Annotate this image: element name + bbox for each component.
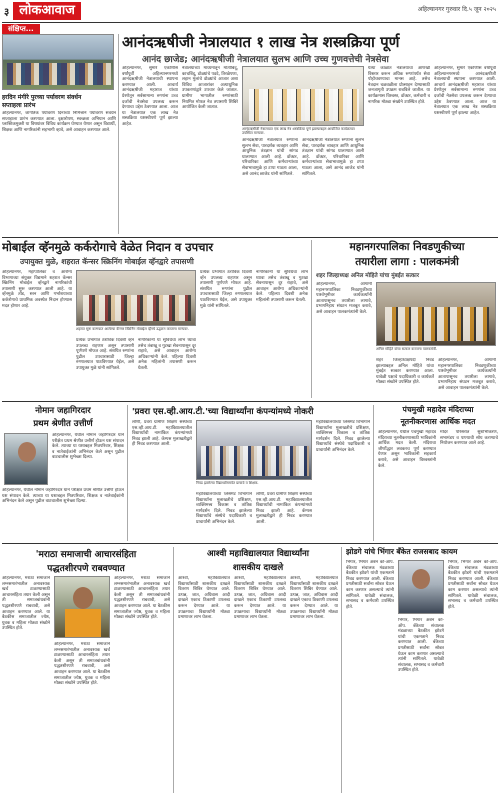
story-2-body-1: अहिल्यानगर, महापालिका व आरोग्य विभागाच्या संयुक्त विद्यमाने शहरात कॅन्सर स्क्रिनिंग मोबाईल व्हॅनद्वारे नागरिकांची तपासणी सुरू करण्यात आली आहे. या व्हॅनमुळे तोंड, स्तन आणि गर्भाशयाच्या कर्करोगाचे प्राथमिक अवस्थेत निदान होण्यास मदत होणार आहे. — [2, 270, 72, 309]
story-6-headline-1: पंचमुखी महादेव मंदिराच्या — [402, 405, 474, 414]
story-9-headline: झोडगे यांचे भिंगार बँकेत राजसबाद कायम — [346, 547, 458, 556]
masthead-rule — [2, 22, 498, 23]
story-3-body-1: अहिल्यानगर, आगामी महानगरपालिका निवडणुकीच्या पार्श्वभूमीवर कार्यकर्त्यांनी आतापासूनच तयारीला लागावे, प्रभागनिहाय संघटन मजबूत करावे, असे आवाहन पालकमंत्र्यांनी केले. — [316, 282, 372, 315]
story-2-body-3: नागरिकांनी या सुविधेचा लाभ घ्यावा तसेच तंबाखू व गुटखा सेवनापासून दूर राहावे, असे आवाहन आरोग्य अधिकाऱ्यांनी केले. पहिल्या दिवशी अनेक महिलांनी तपासणी करून घेतली. — [138, 338, 196, 371]
lead-body-col-1: अहिल्यानगर, सुमारे एकोणीस वर्षांपूर्वी अहिल्यानगरमध्ये आनंदऋषीजी नेत्रालयाची स्थापना करण्यात आली. आचार्य आनंदऋषीजी महाराज यांच्या प्रेरणेतून सर्वसामान्य रुग्णांना उच्च दर्जाची नेत्रसेवा उपलब्ध करून देण्याचा उद्देश ठेवण्यात आला. आज या नेत्रालयात एक लाख नेत्र शस्त्रक्रिया यशस्वीपणे पूर्ण झाल्या आहेत. — [122, 66, 178, 127]
story-7-photo — [54, 576, 110, 638]
column-divider — [341, 547, 342, 793]
story-8-body-1: आश्वी, महाविद्यालयात विद्यार्थ्यांसाठी शासकीय दाखले वितरण शिबिर घेण्यात आले. उत्पन्न, जात, अधिवास आदी दाखले एकाच ठिकाणी उपलब्ध करून देण्यात आले. या उपक्रमाचा विद्यार्थ्यांनी मोठ्या प्रमाणावर लाभ घेतला. — [178, 576, 230, 621]
story-3-photo — [376, 282, 496, 346]
lead-body-col-3b: आनंदऋषीजी नेत्रालयात रुग्णांना सुलभ सेवा, पारदर्शक व्यवहार आणि आधुनिक तंत्रज्ञान यांची सांगड घालण्यात आली आहे. डॉक्टर, परिचारिका आणि कर्मचाऱ्यांच्या सेवाभावामुळे हा टप्पा गाठता आला, असे आनंद छाजेड यांनी सांगितले. — [302, 138, 364, 177]
story-6-headline-2: नूतनीकरणास आर्थिक मदत — [400, 417, 476, 426]
story-8-body-2: आश्वी, महाविद्यालयात विद्यार्थ्यांसाठी शासकीय दाखले वितरण शिबिर घेण्यात आले. उत्पन्न, जात, अधिवास आदी दाखले एकाच ठिकाणी उपलब्ध करून देण्यात आले. या उपक्रमाचा विद्यार्थ्यांनी मोठ्या प्रमाणावर लाभ घेतला. — [234, 576, 286, 621]
story-3-subhead: शहर जिल्हाध्यक्ष अनिल मोहिते यांचा मुंबईत सत्कार — [316, 273, 420, 279]
column-divider — [311, 240, 312, 398]
page-number: ३ — [4, 7, 10, 18]
story-5-body-2: महाविद्यालयाच्या प्लेसमेंट विभागाने विद्यार्थ्यांना मुलाखतीचे प्रशिक्षण, व्यक्तिमत्त्व विकास व तांत्रिक मार्गदर्शन दिले. निवड झालेल्या विद्यार्थ्यांचे संस्थेचे पदाधिकारी व प्राचार्यांनी अभिनंदन केले. — [196, 492, 252, 525]
lead-body-col-4: येत्या काळात नेत्रालयाचा आणखी विस्तार करून अधिक रुग्णांपर्यंत सेवा पोहोचवण्याचा मानस आहे. तसेच नेत्रदान चळवळीला प्रोत्साहन देण्यासाठी जनजागृती उपक्रम राबविले जातील. या कार्यक्रमास विश्वस्त, डॉक्टर, कर्मचारी व नागरिक मोठ्या संख्येने उपस्थित होते. — [368, 66, 430, 105]
section-tag: संक्षिप्त... — [2, 24, 40, 35]
newspaper-logo[interactable]: लोकआवाज — [13, 2, 81, 20]
story-5-body-4: महाविद्यालयाच्या प्लेसमेंट विभागाने विद्यार्थ्यांना मुलाखतीचे प्रशिक्षण, व्यक्तिमत्त्व विकास व तांत्रिक मार्गदर्शन दिले. निवड झालेल्या विद्यार्थ्यांचे संस्थेचे पदाधिकारी व प्राचार्यांनी अभिनंदन केले. — [316, 420, 370, 453]
masthead — [0, 0, 500, 22]
story-5-headline: 'प्रवरा एस.व्ही.आय.टी.'च्या विद्यार्थ्यांना कंपन्यांमध्ये नोकरी — [132, 407, 314, 417]
story-3-body-3: अहिल्यानगर, आगामी महानगरपालिका निवडणुकीच्या पार्श्वभूमीवर कार्यकर्त्यांनी आतापासूनच तयारीला लागावे, प्रभागनिहाय संघटन मजबूत करावे, असे आवाहन पालकमंत्र्यांनी केले. — [438, 358, 496, 391]
story-9-photo — [398, 560, 444, 614]
left-story-body: अहिल्यानगर, जागतिक पर्यावरण दिनाच्या निमित्ताने पर्यावरण संवर्धन सप्ताहाला प्रारंभ करण्यात आला. वृक्षारोपण, स्वच्छता अभियान आणि प्लास्टिकमुक्ती या विषयांवर विविध कार्यक्रम घेण्यात येणार असून विद्यार्थी, शिक्षक आणि नागरिकांनी सहभागी व्हावे, असे आवाहन करण्यात आले. — [2, 111, 116, 133]
date-line: अहिल्यानगर गुरुवार दि.५ जून २०२५ — [417, 6, 496, 13]
story-4-body-2: अहिल्यानगर, येथील नोमान जहागिरदार याने परीक्षेत प्रथम श्रेणीत उत्तीर्ण होऊन यश संपादन केले. त्याच्या या यशाबद्दल मित्रपरिवार, शिक्षक व नातेवाईकांनी अभिनंदन केले असून पुढील वाटचालीस शुभेच्छा दिल्या. — [2, 488, 124, 505]
story-3-headline-2: तयारीला लागा : पालकमंत्री — [355, 256, 459, 268]
story-9-body-2: भिंगार, भिंगार अर्बन को-ऑप. बँकेच्या संचालक मंडळाच्या बैठकीत झोडगे यांची एकमताने निवड करण्यात आली. बँकेच्या प्रगतीसाठी सर्वांना सोबत घेऊन काम करणार असल्याचे त्यांनी सांगितले. यावेळी संचालक, सभासद व कर्मचारी उपस्थित होते. — [448, 560, 498, 610]
story-5-photo — [196, 420, 312, 480]
story-6-body-2: मंदिर परिसरात सुशोभीकरण, सभामंडप व पाण्याची सोय करण्याचे नियोजन करण्यात आले आहे. — [440, 430, 498, 447]
story-7-body-1: अहिल्यानगर, मराठा समाजाने लग्नसमारंभातील अनावश्यक खर्च टाळण्यासाठी आचारसंहिता तयार केली असून ती समाजबांधवांनी पद्धतशीरपणे राबवावी, असे आवाहन करण्यात आले. या बैठकीस समाजातील ज्येष्ठ, युवक व महिला मोठ्या संख्येने उपस्थित होते. — [2, 576, 50, 632]
story-2-photo — [76, 270, 196, 326]
lead-headline: आनंदऋषीजी नेत्रालयात १ लाख नेत्र शस्त्रक्रिया पूर्ण — [122, 33, 400, 51]
story-4-headline-1: नोमान जहागिरदार — [35, 406, 91, 416]
story-7-headline-2: पद्धतशीरपणे राबवण्यात — [47, 564, 125, 574]
story-2-body-2: प्रत्येक प्रभागात ठराविक दिवशी व्हॅन उपलब्ध राहणार असून तपासणी पूर्णपणे मोफत आहे. संशयित रुग्णांना पुढील उपचारासाठी जिल्हा रुग्णालयात पाठविण्यात येईल, असे उपायुक्त मुळे यांनी सांगितले. — [76, 338, 134, 371]
story-5-body-3: लोणी, प्रवरा ग्रामीण शिक्षण संस्थेच्या एस.व्ही.आय.टी. महाविद्यालयातील विद्यार्थ्यांची नामांकित कंपन्यांमध्ये निवड झाली आहे. कॅम्पस मुलाखतीद्वारे ही निवड करण्यात आली. — [256, 492, 312, 525]
lead-body-col-3: आनंदऋषीजी नेत्रालयात रुग्णांना सुलभ सेवा, पारदर्शक व्यवहार आणि आधुनिक तंत्रज्ञान यांची सांगड घालण्यात आली आहे. डॉक्टर, परिचारिका आणि कर्मचाऱ्यांच्या सेवाभावामुळे हा टप्पा गाठता आला, असे आनंद छाजेड यांनी सांगितले. — [242, 138, 298, 177]
story-8-headline-1: आश्वी महाविद्यालयात विद्यार्थ्यांना — [206, 549, 310, 559]
section-rule — [2, 401, 498, 402]
story-7-headline-1: 'मराठा समाजाची आचारसंहिता — [35, 550, 137, 560]
story-9-body-3: भिंगार, भिंगार अर्बन को-ऑप. बँकेच्या संचालक मंडळाच्या बैठकीत झोडगे यांची एकमताने निवड करण्यात आली. बँकेच्या प्रगतीसाठी सर्वांना सोबत घेऊन काम करणार असल्याचे त्यांनी सांगितले. यावेळी संचालक, सभासद व कर्मचारी उपस्थित होते. — [398, 618, 444, 674]
lead-photo — [242, 66, 364, 126]
section-rule — [2, 237, 498, 238]
story-5-body-1: लोणी, प्रवरा ग्रामीण शिक्षण संस्थेच्या एस.व्ही.आय.टी. महाविद्यालयातील विद्यार्थ्यांची नामांकित कंपन्यांमध्ये निवड झाली आहे. कॅम्पस मुलाखतीद्वारे ही निवड करण्यात आली. — [132, 420, 192, 448]
lead-subhead: आनंद छाजेड; आनंदऋषीजी नेत्रालयात सुलभ आणि उच्च गुणवत्तेची नेत्रसेवा — [142, 55, 389, 65]
story-2-body-4: प्रत्येक प्रभागात ठराविक दिवशी व्हॅन उपलब्ध राहणार असून तपासणी पूर्णपणे मोफत आहे. संशयित रुग्णांना पुढील उपचारासाठी जिल्हा रुग्णालयात पाठविण्यात येईल, असे उपायुक्त मुळे यांनी सांगितले. — [200, 270, 252, 309]
story-8-headline-2: शासकीय दाखले — [232, 563, 284, 573]
column-divider — [173, 547, 174, 793]
story-5-photo-caption: निवड झालेल्या विद्यार्थ्यांसमवेत प्राचार्य व शिक्षक. — [196, 481, 259, 485]
story-2-subhead: उपायुक्त मुळे, शहरात कॅन्सर स्क्रिनिंग मोबाईल व्हॅनद्वारे तपासणी — [20, 257, 194, 266]
story-3-body-2: शहर जिल्हाध्यक्षपदी निवड झाल्याबद्दल अनिल मोहिते यांचा मुंबईत सत्कार करण्यात आला. यावेळी पक्षाचे पदाधिकारी व कार्यकर्ते मोठ्या संख्येने उपस्थित होते. — [376, 358, 434, 386]
lead-body-col-2: नेत्रालयाच्या माध्यमातून मोतीबिंदू, काचबिंदू, डोळ्यांचे पडदे, तिरळेपणा, लहान मुलांचे डोळ्यांचे आजार अशा विविध आजारांवर अत्याधुनिक उपकरणांद्वारे उपचार केले जातात. ग्रामीण भागातील रुग्णांसाठी नियमित मोफत नेत्र तपासणी शिबिरे आयोजित केली जातात. — [182, 66, 238, 111]
story-7-body-3: अहिल्यानगर, मराठा समाजाने लग्नसमारंभातील अनावश्यक खर्च टाळण्यासाठी आचारसंहिता तयार केली असून ती समाजबांधवांनी पद्धतशीरपणे राबवावी, असे आवाहन करण्यात आले. या बैठकीस समाजातील ज्येष्ठ, युवक व महिला मोठ्या संख्येने उपस्थित होते. — [54, 642, 110, 687]
column-divider — [127, 405, 128, 541]
story-8-body-3: आश्वी, महाविद्यालयात विद्यार्थ्यांसाठी शासकीय दाखले वितरण शिबिर घेण्यात आले. उत्पन्न, जात, अधिवास आदी दाखले एकाच ठिकाणी उपलब्ध करून देण्यात आले. या उपक्रमाचा विद्यार्थ्यांनी मोठ्या प्रमाणावर लाभ घेतला. — [290, 576, 338, 621]
story-7-body-2: अहिल्यानगर, मराठा समाजाने लग्नसमारंभातील अनावश्यक खर्च टाळण्यासाठी आचारसंहिता तयार केली असून ती समाजबांधवांनी पद्धतशीरपणे राबवावी, असे आवाहन करण्यात आले. या बैठकीस समाजातील ज्येष्ठ, युवक व महिला मोठ्या संख्येने उपस्थित होते. — [114, 576, 170, 621]
story-6-body-1: अहिल्यानगर, येथील पंचमुखी महादेव मंदिराच्या नूतनीकरणासाठी भाविकांनी आर्थिक मदत केली. मंदिराचा जीर्णोद्धार लवकरच पूर्ण करण्यात येणार असून भाविकांनी सहकार्य करावे, असे आवाहन विश्वस्तांनी केले. — [378, 430, 436, 469]
lead-photo-caption: आनंदऋषीजी नेत्रालयात एक लाख नेत्र शस्त्रक्रिया पूर्ण झाल्याबद्दल आयोजित कार्यक्रमात उपस्थित मान्यवर. — [242, 127, 355, 136]
story-4-body-1: अहिल्यानगर, येथील नोमान जहागिरदार याने परीक्षेत प्रथम श्रेणीत उत्तीर्ण होऊन यश संपादन केले. त्याच्या या यशाबद्दल मित्रपरिवार, शिक्षक व नातेवाईकांनी अभिनंदन केले असून पुढील वाटचालीस शुभेच्छा दिल्या. — [52, 433, 124, 461]
left-story-headline-1: हरदिन मंगीरे पुरच्या पर्यावरण संवर्धन — [2, 94, 82, 101]
story-9-body-1: भिंगार, भिंगार अर्बन को-ऑप. बँकेच्या संचालक मंडळाच्या बैठकीत झोडगे यांची एकमताने निवड करण्यात आली. बँकेच्या प्रगतीसाठी सर्वांना सोबत घेऊन काम करणार असल्याचे त्यांनी सांगितले. यावेळी संचालक, सभासद व कर्मचारी उपस्थित होते. — [346, 560, 394, 610]
story-2-body-5: नागरिकांनी या सुविधेचा लाभ घ्यावा तसेच तंबाखू व गुटखा सेवनापासून दूर राहावे, असे आवाहन आरोग्य अधिकाऱ्यांनी केले. पहिल्या दिवशी अनेक महिलांनी तपासणी करून घेतली. — [256, 270, 308, 303]
column-divider — [373, 405, 374, 541]
left-story-headline-2: सप्ताहला प्रारंभ — [2, 102, 36, 109]
story-2-photo-caption: शहरात सुरू करण्यात आलेल्या कॅन्सर स्क्रिनिंग मोबाईल व्हॅनचे उद्घाटन करताना मान्यवर. — [76, 327, 189, 331]
section-rule — [2, 543, 498, 544]
environment-photo — [2, 34, 114, 90]
story-3-photo-caption: अनिल मोहिते यांचा सत्कार करताना पालकमंत्री. — [376, 347, 438, 351]
story-4-headline-2: प्रथम श्रेणीत उत्तीर्ण — [33, 419, 93, 429]
lead-body-col-5: अहिल्यानगर, सुमारे एकोणीस वर्षांपूर्वी अहिल्यानगरमध्ये आनंदऋषीजी नेत्रालयाची स्थापना करण्यात आली. आचार्य आनंदऋषीजी महाराज यांच्या प्रेरणेतून सर्वसामान्य रुग्णांना उच्च दर्जाची नेत्रसेवा उपलब्ध करून देण्याचा उद्देश ठेवण्यात आला. आज या नेत्रालयात एक लाख नेत्र शस्त्रक्रिया यशस्वीपणे पूर्ण झाल्या आहेत. — [434, 66, 496, 116]
story-3-headline-1: महानगरपालिका निवडणुकीच्या — [349, 241, 465, 253]
portrait-photo — [4, 433, 48, 485]
story-2-headline: मोबाईल व्हॅनमुळे कर्करोगाचे वेळेत निदान व उपचार — [2, 240, 214, 254]
column-divider — [118, 34, 119, 234]
